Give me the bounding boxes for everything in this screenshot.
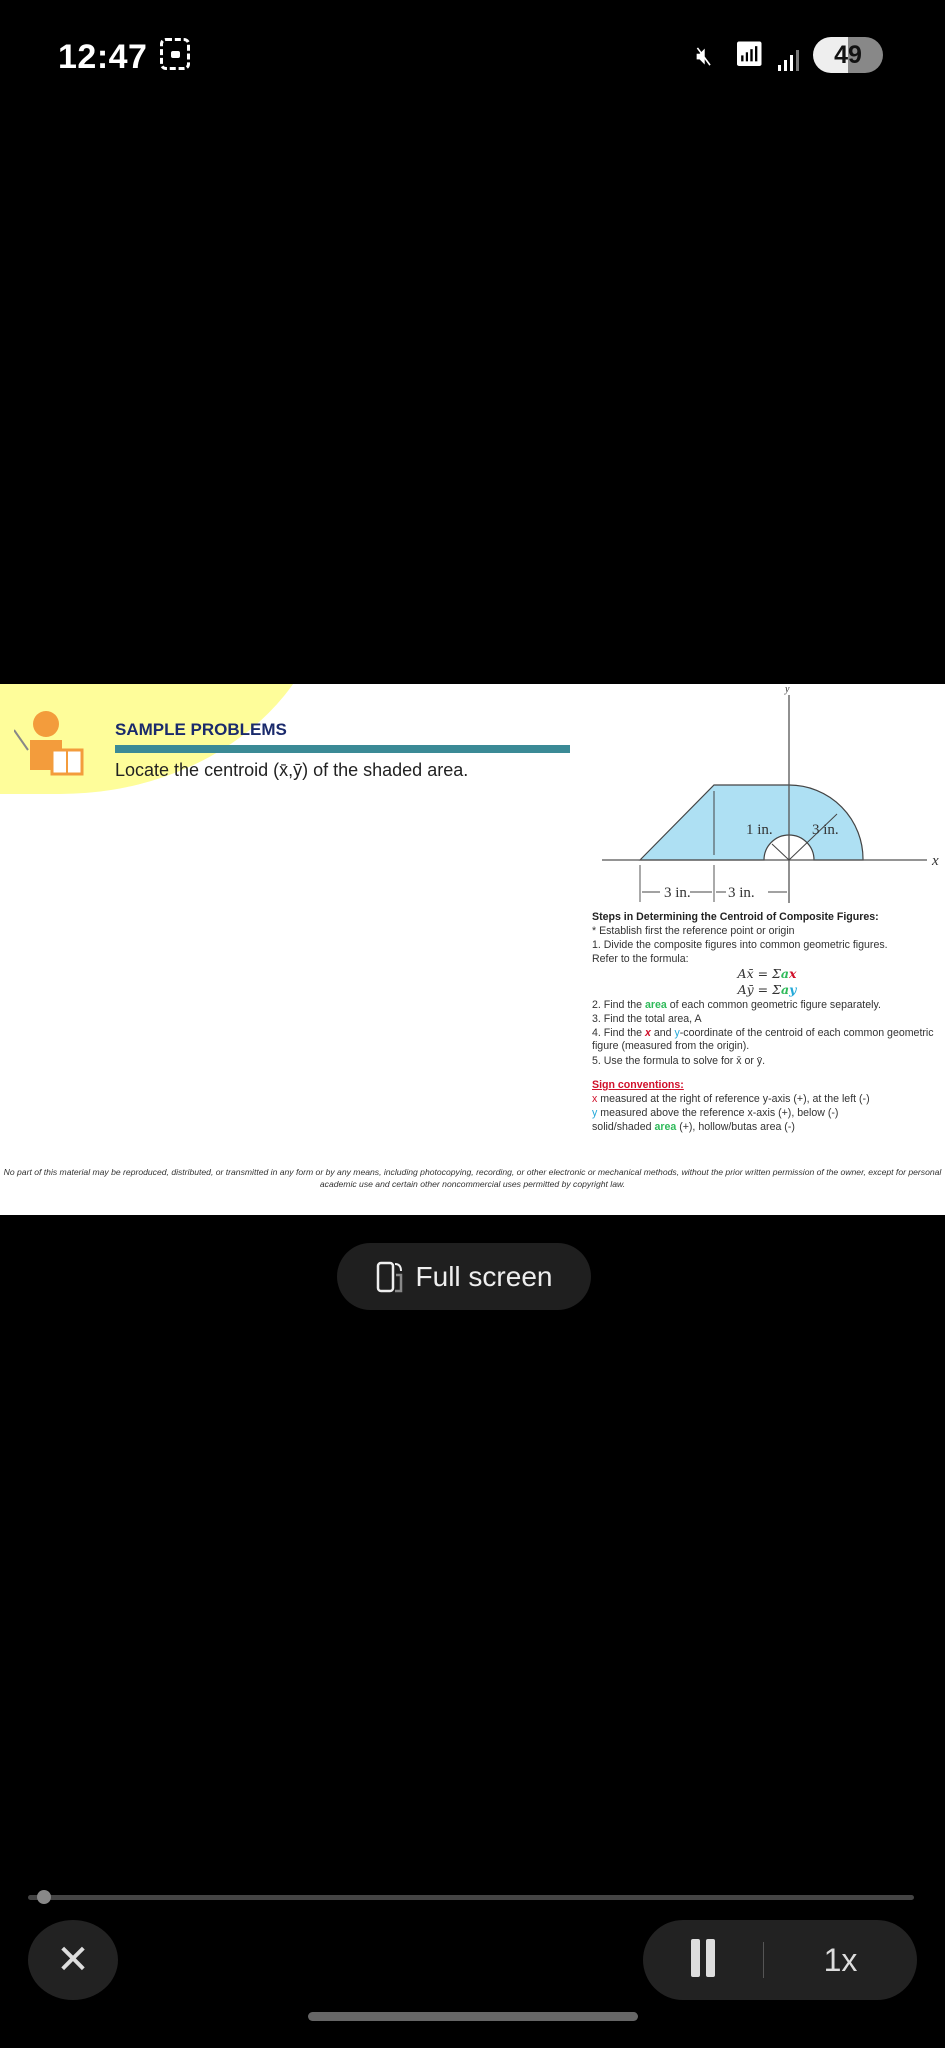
steps-panel xyxy=(592,910,942,1134)
home-indicator[interactable] xyxy=(308,2012,638,2021)
step-2: 2. Find the area of each common geometric figure separately. xyxy=(592,999,881,1011)
dimension-left: 3 in. xyxy=(664,885,691,901)
sign-y: y measured above the reference x-axis (+), below (-) xyxy=(592,1107,839,1119)
slide xyxy=(0,684,945,1215)
battery-icon: 49 xyxy=(813,37,883,73)
pause-button[interactable] xyxy=(643,1939,763,1982)
wifi-icon: 📶︎ xyxy=(734,41,765,68)
speed-button[interactable]: 1x xyxy=(823,1941,858,1978)
outer-radius-label: 3 in. xyxy=(812,822,839,838)
signal-icon xyxy=(778,50,799,71)
screenshot-icon xyxy=(160,38,190,70)
sign-x: x measured at the right of reference y-axis (+), at the left (-) xyxy=(592,1093,870,1105)
fullscreen-button[interactable] xyxy=(337,1243,591,1310)
formula-intro: Refer to the formula: xyxy=(592,953,689,965)
x-axis-label: x xyxy=(932,853,939,869)
mute-icon: 🔇︎ xyxy=(696,40,713,70)
status-time: 12:47 xyxy=(58,38,148,76)
step-1: 1. Divide the composite figures into common geometric figures. xyxy=(592,939,888,951)
formula-x: Ax̄ = Σax xyxy=(737,966,797,981)
sign-conventions-heading: Sign conventions: xyxy=(592,1079,684,1091)
step-4: 4. Find the x and y-coordinate of the centroid of each common geometric figure (measured from the origin). xyxy=(592,1027,934,1052)
step-bullet: * Establish first the reference point or origin xyxy=(592,925,795,937)
copyright-footer: No part of this material may be reproduced, distributed, or transmitted in any form or by any means, including photocopying, recording, or other electronic or mechanical methods, without the prior written permission of the owner, except for personal academic use and certain other noncommercial uses permitted by copyright law. xyxy=(3,1167,942,1189)
steps-heading: Steps in Determining the Centroid of Composite Figures: xyxy=(592,911,879,923)
progress-thumb[interactable] xyxy=(37,1890,51,1904)
problem-statement: Locate the centroid (x̄,ȳ) of the shaded area. xyxy=(115,760,469,780)
progress-bar[interactable] xyxy=(28,1895,914,1900)
dimension-right: 3 in. xyxy=(728,885,755,901)
composite-area-diagram xyxy=(560,684,945,914)
title-underline xyxy=(115,745,570,753)
teacher-icon xyxy=(14,710,84,776)
pause-icon xyxy=(691,1939,700,1977)
fullscreen-label: Full screen xyxy=(415,1260,553,1292)
playback-controls xyxy=(643,1920,917,2000)
formula-y: Aȳ = Σay xyxy=(737,982,797,997)
y-axis-label: y xyxy=(785,684,790,695)
step-3: 3. Find the total area, A xyxy=(592,1013,702,1025)
rotate-screen-icon xyxy=(376,1261,404,1293)
sign-area: solid/shaded area (+), hollow/butas area (-) xyxy=(592,1121,795,1133)
inner-radius-label: 1 in. xyxy=(746,822,773,838)
step-5: 5. Use the formula to solve for x̄ or ȳ. xyxy=(592,1055,766,1067)
slide-title: SAMPLE PROBLEMS xyxy=(115,720,287,739)
close-button[interactable]: ✕ xyxy=(28,1920,118,2000)
